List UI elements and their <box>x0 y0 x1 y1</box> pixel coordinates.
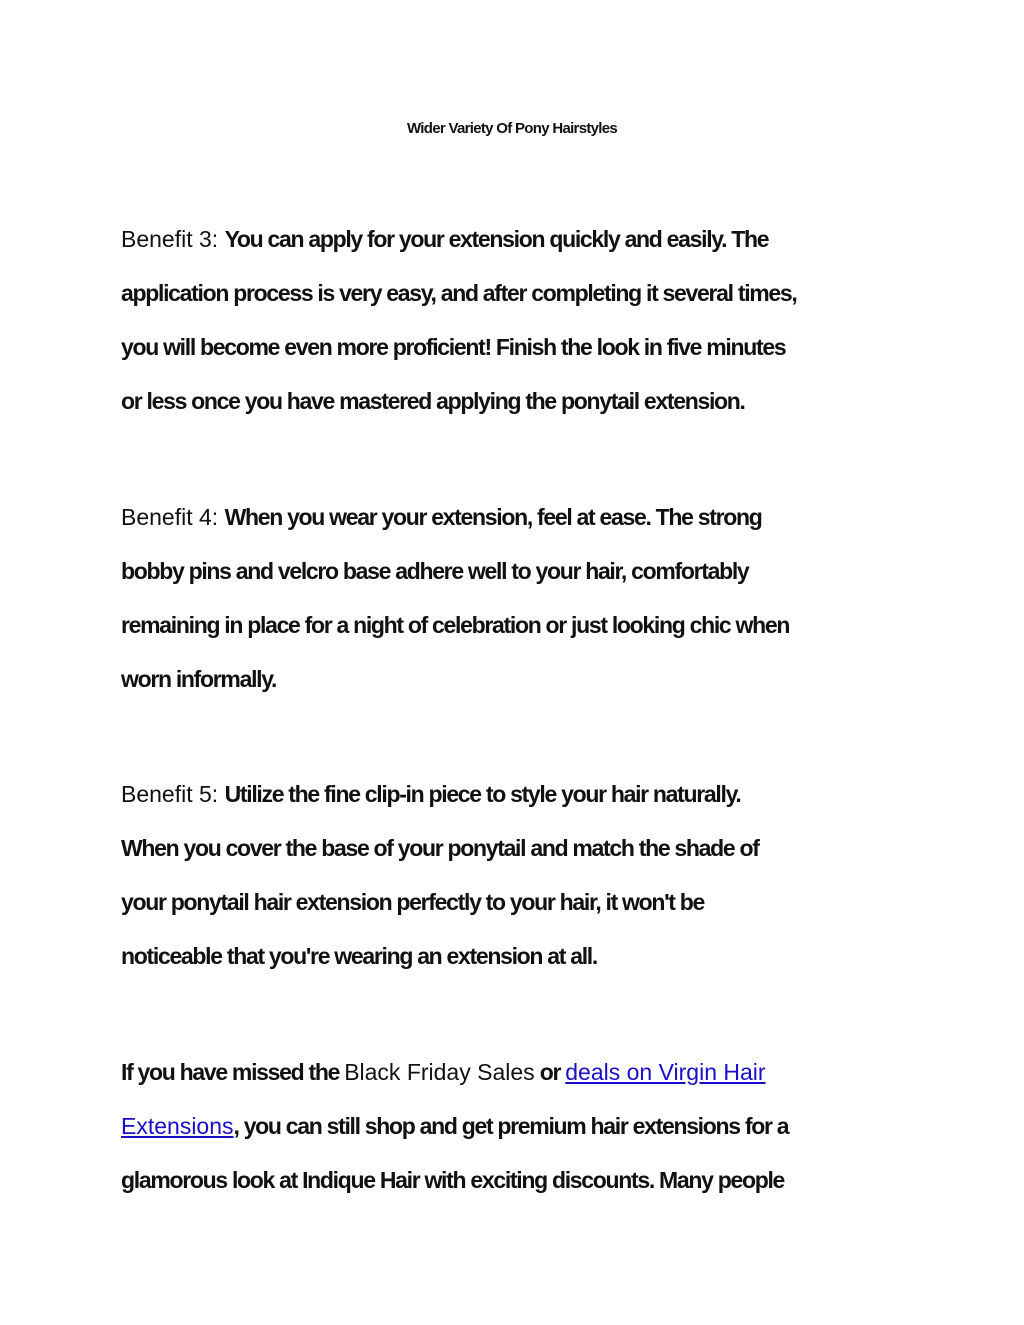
paragraph-line: bobby pins and velcro base adhere well to your hair, comfortably <box>121 558 749 584</box>
benefit-label: Benefit 4: <box>121 504 225 530</box>
virgin-hair-extensions-link[interactable]: Extensions <box>121 1113 234 1139</box>
virgin-hair-deals-link[interactable]: deals on Virgin Hair <box>565 1059 766 1085</box>
closing-paragraph <box>121 1045 901 1207</box>
benefit-label: Benefit 5: <box>121 781 225 807</box>
paragraph-line: noticeable that you're wearing an extension at all. <box>121 943 597 969</box>
paragraph-line <box>121 1045 901 1099</box>
paragraph-line: or less once you have mastered applying the ponytail extension. <box>121 388 745 414</box>
paragraph-line <box>121 212 901 266</box>
paragraph-line: your ponytail hair extension perfectly to your hair, it won't be <box>121 889 704 915</box>
paragraph-line <box>121 490 901 544</box>
paragraph-line: glamorous look at Indique Hair with exciting discounts. Many people <box>121 1167 785 1193</box>
benefit-3-paragraph <box>121 212 901 428</box>
paragraph-line <box>121 1099 901 1153</box>
paragraph-line <box>121 767 901 821</box>
paragraph-line: remaining in place for a night of celebration or just looking chic when <box>121 612 790 638</box>
benefit-label: Benefit 3: <box>121 226 225 252</box>
benefit-4-paragraph <box>121 490 901 706</box>
paragraph-line: application process is very easy, and after completing it several times, <box>121 280 797 306</box>
paragraph-line: you will become even more proficient! Finish the look in five minutes <box>121 334 786 360</box>
paragraph-line: worn informally. <box>121 666 277 692</box>
closing-text: , you can still shop and get premium hair extensions for a <box>233 1113 789 1139</box>
paragraph-line: When you cover the base of your ponytail and match the shade of <box>121 835 759 861</box>
closing-intro: If you have missed the <box>121 1059 345 1085</box>
benefit-5-paragraph <box>121 767 901 983</box>
benefit-text: You can apply for your extension quickly and easily. The <box>224 226 769 252</box>
black-friday-text: Black Friday Sales <box>344 1059 535 1085</box>
closing-or: or <box>534 1059 566 1085</box>
benefit-text: Utilize the fine clip-in piece to style your hair naturally. <box>224 781 741 807</box>
page-title: Wider Variety Of Pony Hairstyles <box>406 120 618 137</box>
benefit-text: When you wear your extension, feel at ease. The strong <box>224 504 762 530</box>
